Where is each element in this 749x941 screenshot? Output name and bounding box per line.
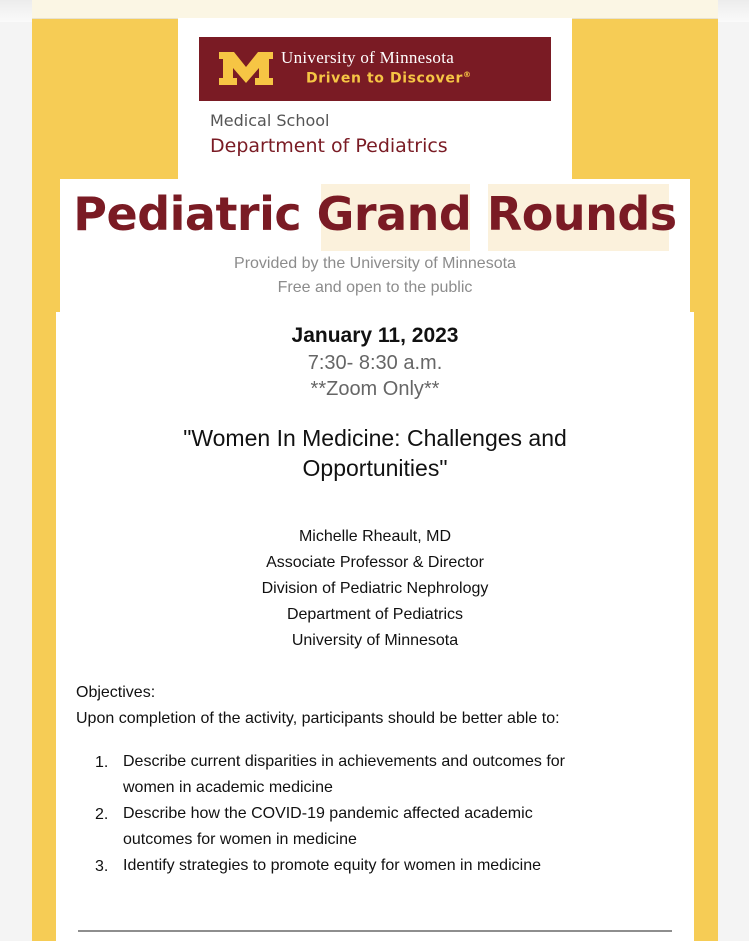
- registered-mark: ®: [462, 70, 472, 79]
- university-name: University of Minnesota: [281, 48, 455, 67]
- school-name: Medical School: [210, 111, 330, 130]
- event-time: 7:30- 8:30 a.m.: [307, 352, 443, 374]
- tagline-text: Driven to Discover: [306, 70, 463, 87]
- title-word-pediatric: Pediatric: [73, 187, 302, 241]
- department-name: Department of Pediatrics: [210, 135, 448, 157]
- objectives-heading: Objectives:: [76, 684, 156, 701]
- section-divider: [78, 930, 672, 932]
- speaker-university: University of Minnesota: [291, 632, 459, 649]
- objectives-intro: Upon completion of the activity, participants should be better able to:: [76, 710, 560, 727]
- objective-number: 3.: [95, 858, 109, 875]
- talk-title-line-2: Opportunities": [302, 455, 448, 481]
- title-word-grand: Grand: [316, 187, 472, 241]
- speaker-title: Associate Professor & Director: [266, 554, 484, 571]
- objective-item: [123, 749, 565, 801]
- objective-number: 1.: [95, 754, 109, 771]
- objective-item: [123, 853, 541, 879]
- objective-line: women in academic medicine: [123, 779, 333, 796]
- objective-line: Describe current disparities in achievements and outcomes for: [123, 753, 565, 770]
- title-word-rounds: Rounds: [486, 187, 677, 241]
- page-title: [60, 187, 690, 241]
- event-date: January 11, 2023: [291, 324, 459, 347]
- top-strip: [32, 0, 718, 19]
- objective-item: [123, 801, 533, 853]
- speaker-division: Division of Pediatric Nephrology: [261, 580, 489, 597]
- provided-by-text: Provided by the University of Minnesota: [234, 255, 516, 272]
- objective-number: 2.: [95, 806, 109, 823]
- free-public-text: Free and open to the public: [277, 279, 473, 296]
- speaker-department: Department of Pediatrics: [286, 606, 464, 623]
- objective-line: outcomes for women in medicine: [123, 831, 357, 848]
- block-m-logo-icon: [217, 48, 275, 88]
- objective-line: Describe how the COVID-19 pandemic affected academic: [123, 805, 533, 822]
- speaker-name: Michelle Rheault, MD: [298, 528, 452, 545]
- event-format: **Zoom Only**: [310, 378, 440, 400]
- university-tagline: [306, 70, 472, 87]
- objective-line: Identify strategies to promote equity for women in medicine: [123, 857, 541, 874]
- talk-title-line-1: "Women In Medicine: Challenges and: [183, 425, 567, 451]
